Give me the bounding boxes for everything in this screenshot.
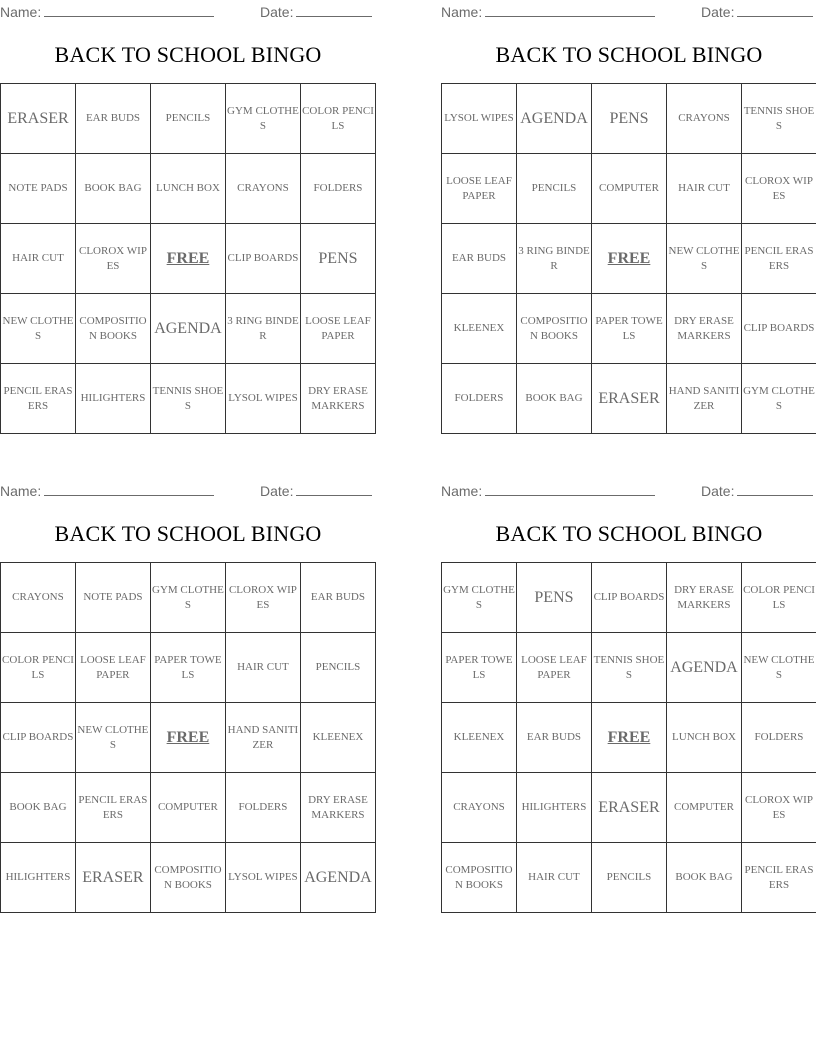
bingo-cell[interactable]: 3 RING BINDER xyxy=(516,224,591,294)
grid-row xyxy=(1,84,376,154)
bingo-cell[interactable]: ERASER xyxy=(591,773,666,843)
bingo-cell[interactable]: PAPER TOWELS xyxy=(592,294,667,364)
bingo-cell[interactable]: KLEENEX xyxy=(442,703,517,773)
bingo-cell[interactable]: COMPUTER xyxy=(592,154,667,224)
grid-row xyxy=(442,84,816,154)
bingo-cell[interactable]: LOOSE LEAF PAPER xyxy=(442,154,517,224)
name-blank-line[interactable] xyxy=(485,2,655,17)
bingo-cell[interactable]: LUNCH BOX xyxy=(150,154,225,224)
date-blank-line[interactable] xyxy=(737,2,813,17)
bingo-card-4 xyxy=(441,479,816,919)
bingo-cell[interactable]: COMPOSITION BOOKS xyxy=(150,843,225,913)
name-field[interactable] xyxy=(441,481,655,499)
grid-row xyxy=(442,773,816,843)
bingo-cell[interactable]: GYM CLOTHES xyxy=(741,364,816,434)
grid-row xyxy=(1,843,376,913)
bingo-grid xyxy=(0,83,376,434)
bingo-cell[interactable]: PENS xyxy=(516,563,591,633)
grid-row xyxy=(1,294,376,364)
bingo-cell[interactable]: CRAYONS xyxy=(1,563,76,633)
grid-row xyxy=(442,563,816,633)
bingo-cell[interactable]: HILIGHTERS xyxy=(1,843,76,913)
name-label: Name: xyxy=(441,4,483,20)
bingo-cell[interactable]: CLOROX WIPES xyxy=(741,154,816,224)
card-header xyxy=(441,479,816,501)
free-space-cell[interactable]: FREE xyxy=(150,703,225,773)
bingo-cell[interactable]: CLIP BOARDS xyxy=(741,294,816,364)
free-space-cell[interactable]: FREE xyxy=(150,224,225,294)
bingo-cell[interactable]: COMPOSITION BOOKS xyxy=(516,294,591,364)
bingo-cell[interactable]: TENNIS SHOES xyxy=(741,84,816,154)
bingo-cell[interactable]: COMPOSITION BOOKS xyxy=(76,294,151,364)
card-title: BACK TO SCHOOL BINGO xyxy=(495,42,763,67)
card-title: BACK TO SCHOOL BINGO xyxy=(54,42,322,67)
bingo-cell[interactable]: CLIP BOARDS xyxy=(591,563,666,633)
bingo-cell[interactable]: PENS xyxy=(300,224,375,294)
bingo-cell[interactable]: FOLDERS xyxy=(300,154,375,224)
bingo-cell[interactable]: HAIR CUT xyxy=(516,843,591,913)
bingo-cell[interactable]: NOTE PADS xyxy=(75,563,150,633)
bingo-cell[interactable]: LYSOL WIPES xyxy=(225,843,300,913)
bingo-cell[interactable]: PENCIL ERASERS xyxy=(741,843,816,913)
bingo-cell[interactable]: AGENDA xyxy=(150,294,225,364)
bingo-cell[interactable]: KLEENEX xyxy=(300,703,375,773)
card-header xyxy=(0,0,376,22)
bingo-cell[interactable]: PAPER TOWELS xyxy=(442,633,517,703)
bingo-cell[interactable]: PENCILS xyxy=(591,843,666,913)
bingo-cell[interactable]: NOTE PADS xyxy=(1,154,76,224)
date-label: Date: xyxy=(701,483,735,499)
bingo-card-1 xyxy=(0,0,376,440)
date-blank-line[interactable] xyxy=(296,2,372,17)
bingo-cell[interactable]: CLIP BOARDS xyxy=(1,703,76,773)
bingo-cell[interactable]: 3 RING BINDER xyxy=(225,294,300,364)
name-field[interactable] xyxy=(0,481,214,499)
bingo-grid xyxy=(441,83,816,434)
bingo-cell[interactable]: TENNIS SHOES xyxy=(591,633,666,703)
bingo-cell[interactable]: COLOR PENCILS xyxy=(1,633,76,703)
bingo-cell[interactable]: NEW CLOTHES xyxy=(1,294,76,364)
bingo-cell[interactable]: EAR BUDS xyxy=(442,224,517,294)
card-title: BACK TO SCHOOL BINGO xyxy=(495,521,763,546)
grid-row xyxy=(442,633,816,703)
bingo-cell[interactable]: AGENDA xyxy=(516,84,591,154)
bingo-cell[interactable]: PENCILS xyxy=(516,154,591,224)
bingo-cell[interactable]: AGENDA xyxy=(300,843,375,913)
bingo-cell[interactable]: CLOROX WIPES xyxy=(76,224,151,294)
bingo-cell[interactable]: PENCILS xyxy=(150,84,225,154)
date-field[interactable] xyxy=(260,2,372,20)
bingo-cell[interactable]: CLOROX WIPES xyxy=(225,563,300,633)
bingo-cell[interactable]: DRY ERASE MARKERS xyxy=(300,364,375,434)
date-blank-line[interactable] xyxy=(737,481,813,496)
bingo-cell[interactable]: CRAYONS xyxy=(667,84,742,154)
bingo-cell[interactable]: DRY ERASE MARKERS xyxy=(667,294,742,364)
bingo-cell[interactable]: BOOK BAG xyxy=(1,773,76,843)
bingo-cell[interactable]: CRAYONS xyxy=(442,773,517,843)
bingo-cell[interactable]: PENS xyxy=(592,84,667,154)
bingo-cell[interactable]: NEW CLOTHES xyxy=(667,224,742,294)
bingo-grid xyxy=(441,562,816,913)
bingo-cell[interactable]: CLOROX WIPES xyxy=(741,773,816,843)
bingo-cell[interactable]: NEW CLOTHES xyxy=(75,703,150,773)
date-blank-line[interactable] xyxy=(296,481,372,496)
bingo-cell[interactable]: PENCILS xyxy=(300,633,375,703)
bingo-cell[interactable]: DRY ERASE MARKERS xyxy=(666,563,741,633)
bingo-grid xyxy=(0,562,376,913)
date-field[interactable] xyxy=(701,2,813,20)
bingo-cell[interactable]: LOOSE LEAF PAPER xyxy=(300,294,375,364)
bingo-cell[interactable]: ERASER xyxy=(75,843,150,913)
grid-row xyxy=(442,843,816,913)
bingo-cell[interactable]: HAND SANITIZER xyxy=(667,364,742,434)
name-blank-line[interactable] xyxy=(44,2,214,17)
bingo-cell[interactable]: GYM CLOTHES xyxy=(225,84,300,154)
bingo-cell[interactable]: HAIR CUT xyxy=(667,154,742,224)
bingo-cell[interactable]: BOOK BAG xyxy=(516,364,591,434)
grid-row xyxy=(1,154,376,224)
grid-row xyxy=(1,703,376,773)
bingo-cell[interactable]: COMPUTER xyxy=(666,773,741,843)
bingo-cell[interactable]: BOOK BAG xyxy=(76,154,151,224)
bingo-cell[interactable]: EAR BUDS xyxy=(300,563,375,633)
bingo-cell[interactable]: FOLDERS xyxy=(225,773,300,843)
bingo-cell[interactable]: HILIGHTERS xyxy=(76,364,151,434)
grid-row xyxy=(442,364,816,434)
date-field[interactable] xyxy=(701,481,813,499)
bingo-cell[interactable]: HILIGHTERS xyxy=(516,773,591,843)
bingo-cell[interactable]: LOOSE LEAF PAPER xyxy=(516,633,591,703)
date-label: Date: xyxy=(701,4,735,20)
bingo-cell[interactable]: ERASER xyxy=(592,364,667,434)
bingo-cell[interactable]: COMPOSITION BOOKS xyxy=(442,843,517,913)
date-label: Date: xyxy=(260,4,294,20)
name-field[interactable] xyxy=(441,2,655,20)
bingo-cell[interactable]: LUNCH BOX xyxy=(666,703,741,773)
grid-row xyxy=(442,224,816,294)
bingo-cell[interactable]: PENCIL ERASERS xyxy=(1,364,76,434)
name-label: Name: xyxy=(441,483,483,499)
name-label: Name: xyxy=(0,4,42,20)
name-field[interactable] xyxy=(0,2,214,20)
bingo-cell[interactable]: EAR BUDS xyxy=(76,84,151,154)
grid-row xyxy=(1,224,376,294)
bingo-cell[interactable]: DRY ERASE MARKERS xyxy=(300,773,375,843)
grid-row xyxy=(1,633,376,703)
bingo-card-3 xyxy=(0,479,376,919)
bingo-cell[interactable]: LOOSE LEAF PAPER xyxy=(75,633,150,703)
bingo-cell[interactable]: COMPUTER xyxy=(150,773,225,843)
bingo-cell[interactable]: AGENDA xyxy=(666,633,741,703)
card-header xyxy=(0,479,376,501)
bingo-cell[interactable]: ERASER xyxy=(1,84,76,154)
date-field[interactable] xyxy=(260,481,372,499)
bingo-cell[interactable]: GYM CLOTHES xyxy=(150,563,225,633)
bingo-cell[interactable]: TENNIS SHOES xyxy=(150,364,225,434)
bingo-cell[interactable]: GYM CLOTHES xyxy=(442,563,517,633)
free-space-cell[interactable]: FREE xyxy=(592,224,667,294)
name-blank-line[interactable] xyxy=(44,481,214,496)
bingo-cell[interactable]: PENCIL ERASERS xyxy=(75,773,150,843)
bingo-cell[interactable]: PENCIL ERASERS xyxy=(741,224,816,294)
name-blank-line[interactable] xyxy=(485,481,655,496)
grid-row xyxy=(442,703,816,773)
free-space-cell[interactable]: FREE xyxy=(591,703,666,773)
bingo-cell[interactable]: PAPER TOWELS xyxy=(150,633,225,703)
bingo-cell[interactable]: EAR BUDS xyxy=(516,703,591,773)
bingo-cell[interactable]: FOLDERS xyxy=(442,364,517,434)
bingo-cell[interactable]: HAND SANITIZER xyxy=(225,703,300,773)
bingo-cell[interactable]: CLIP BOARDS xyxy=(225,224,300,294)
bingo-cell[interactable]: HAIR CUT xyxy=(1,224,76,294)
bingo-cell[interactable]: LYSOL WIPES xyxy=(442,84,517,154)
bingo-cell[interactable]: COLOR PENCILS xyxy=(741,563,816,633)
bingo-cell[interactable]: BOOK BAG xyxy=(666,843,741,913)
bingo-cell[interactable]: KLEENEX xyxy=(442,294,517,364)
grid-row xyxy=(1,563,376,633)
grid-row xyxy=(1,364,376,434)
card-title: BACK TO SCHOOL BINGO xyxy=(54,521,322,546)
bingo-cell[interactable]: FOLDERS xyxy=(741,703,816,773)
bingo-cell[interactable]: LYSOL WIPES xyxy=(225,364,300,434)
bingo-cell[interactable]: HAIR CUT xyxy=(225,633,300,703)
card-header xyxy=(441,0,816,22)
date-label: Date: xyxy=(260,483,294,499)
bingo-cell[interactable]: NEW CLOTHES xyxy=(741,633,816,703)
bingo-cell[interactable]: COLOR PENCILS xyxy=(300,84,375,154)
grid-row xyxy=(442,294,816,364)
grid-row xyxy=(1,773,376,843)
name-label: Name: xyxy=(0,483,42,499)
bingo-card-2 xyxy=(441,0,816,440)
bingo-cell[interactable]: CRAYONS xyxy=(225,154,300,224)
grid-row xyxy=(442,154,816,224)
